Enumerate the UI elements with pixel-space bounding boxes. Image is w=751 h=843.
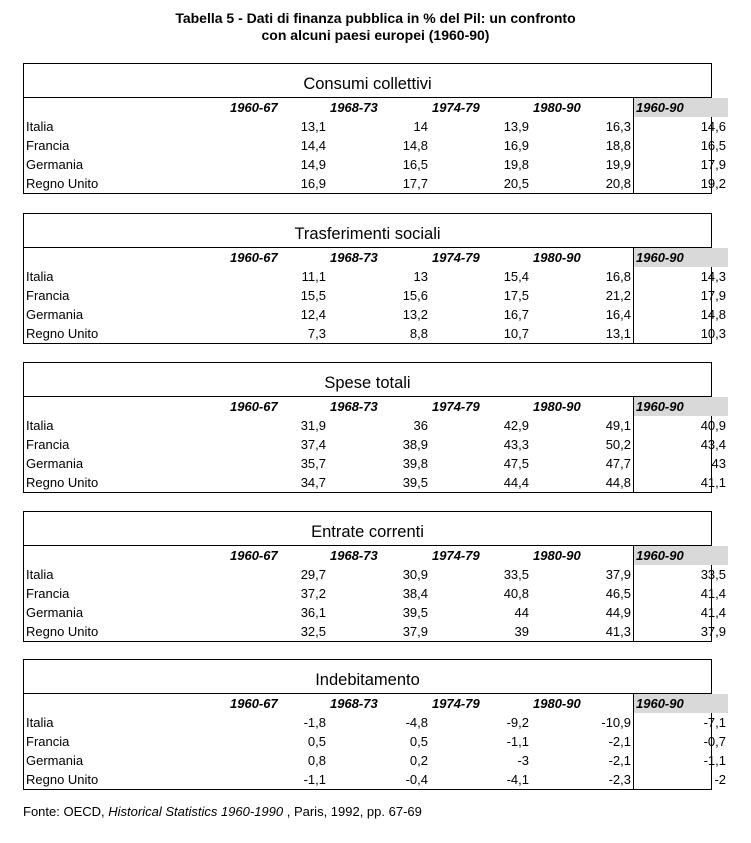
- value-cell: 13,9: [503, 119, 529, 134]
- value-cell: 38,9: [402, 437, 428, 452]
- table-row: [24, 286, 728, 305]
- table-row: [24, 305, 728, 324]
- value-cell: 13,1: [300, 119, 326, 134]
- period-header: 1980-90: [531, 248, 634, 267]
- value-cell: -4,1: [506, 772, 529, 787]
- header-row: [24, 248, 728, 267]
- value-cell: 19,9: [531, 155, 634, 174]
- value-cell: 37,4: [300, 437, 326, 452]
- value-cell: 20,5: [503, 176, 529, 191]
- value-cell: 35,7: [300, 456, 326, 471]
- value-cell: 41,3: [531, 622, 634, 641]
- value-cell: 20,8: [531, 174, 634, 193]
- table-title: Consumi collettivi: [24, 72, 711, 98]
- value-cell: 29,7: [300, 567, 326, 582]
- value-cell: 33,5: [503, 567, 529, 582]
- value-cell: 0,5: [307, 734, 326, 749]
- period-header: 1960-67: [230, 696, 278, 711]
- value-cell: 14,8: [402, 138, 428, 153]
- value-cell: 15,4: [503, 269, 529, 284]
- table-row: [24, 454, 728, 473]
- value-cell: 0,5: [409, 734, 428, 749]
- country-label: Germania: [26, 605, 84, 620]
- table-title: Indebitamento: [24, 668, 711, 694]
- value-cell: 47,5: [503, 456, 529, 471]
- country-label: Francia: [26, 138, 70, 153]
- country-label: Italia: [26, 567, 54, 582]
- value-cell: 7,3: [307, 326, 326, 341]
- value-cell: -2,1: [531, 751, 634, 770]
- value-cell: 10,7: [503, 326, 529, 341]
- table-block: [23, 63, 726, 194]
- value-cell: 50,2: [531, 435, 634, 454]
- table-block: [23, 213, 726, 344]
- value-cell: 16,9: [300, 176, 326, 191]
- table-title: Spese totali: [24, 371, 711, 397]
- period-header: 1960-90: [634, 694, 729, 713]
- value-cell: 16,8: [531, 267, 634, 286]
- value-cell: 18,8: [531, 136, 634, 155]
- period-header: 1960-90: [634, 397, 729, 416]
- value-cell: -1,1: [703, 753, 726, 768]
- country-label: Regno Unito: [26, 176, 99, 191]
- header-row: [24, 694, 728, 713]
- value-cell: 16,7: [503, 307, 529, 322]
- value-cell: 37,9: [531, 565, 634, 584]
- value-cell: -2: [714, 772, 726, 787]
- header-row: [24, 98, 728, 117]
- data-table: [24, 248, 728, 343]
- table-row: [24, 603, 728, 622]
- value-cell: 16,4: [531, 305, 634, 324]
- country-label: Germania: [26, 753, 84, 768]
- value-cell: 0,2: [409, 753, 428, 768]
- source-prefix: Fonte: OECD,: [23, 804, 109, 819]
- value-cell: 13,2: [402, 307, 428, 322]
- value-cell: 16,5: [402, 157, 428, 172]
- table-row: [24, 584, 728, 603]
- value-cell: 8,8: [409, 326, 428, 341]
- value-cell: 41,4: [700, 605, 726, 620]
- value-cell: 43,3: [503, 437, 529, 452]
- value-cell: 17,5: [503, 288, 529, 303]
- data-table: [24, 546, 728, 641]
- value-cell: 13: [413, 269, 428, 284]
- value-cell: 14,6: [700, 119, 726, 134]
- value-cell: 49,1: [531, 416, 634, 435]
- header-row: [24, 397, 728, 416]
- source-note: [23, 804, 422, 819]
- period-header: 1980-90: [531, 694, 634, 713]
- value-cell: 38,4: [402, 586, 428, 601]
- value-cell: -1,8: [303, 715, 326, 730]
- header-blank-cell: [24, 98, 228, 117]
- table-row: [24, 713, 728, 732]
- data-table: [24, 694, 728, 789]
- value-cell: 39,5: [402, 475, 428, 490]
- value-cell: -1,1: [303, 772, 326, 787]
- period-header: 1974-79: [432, 399, 480, 414]
- value-cell: -10,9: [531, 713, 634, 732]
- value-cell: 44,9: [531, 603, 634, 622]
- value-cell: 14: [413, 119, 428, 134]
- caption-line-1: Tabella 5 - Dati di finanza pubblica in % del Pil: un confronto: [175, 10, 576, 26]
- value-cell: 44,4: [503, 475, 529, 490]
- table-row: [24, 136, 728, 155]
- value-cell: 39,8: [402, 456, 428, 471]
- data-table: [24, 397, 728, 492]
- table-row: [24, 622, 728, 641]
- table-title: Entrate correnti: [24, 520, 711, 546]
- country-label: Italia: [26, 418, 54, 433]
- value-cell: -4,8: [405, 715, 428, 730]
- value-cell: -0,7: [703, 734, 726, 749]
- value-cell: 0,8: [307, 753, 326, 768]
- value-cell: 36,1: [300, 605, 326, 620]
- value-cell: -1,1: [506, 734, 529, 749]
- value-cell: -3: [517, 753, 529, 768]
- period-header: 1960-67: [230, 548, 278, 563]
- period-header: 1960-90: [634, 248, 729, 267]
- value-cell: 15,5: [300, 288, 326, 303]
- header-row: [24, 546, 728, 565]
- period-header: 1974-79: [432, 250, 480, 265]
- value-cell: 39: [514, 624, 529, 639]
- source-suffix: , Paris, 1992, pp. 67-69: [283, 804, 422, 819]
- table-row: [24, 473, 728, 492]
- header-blank-cell: [24, 397, 228, 416]
- table-row: [24, 435, 728, 454]
- value-cell: 17,9: [700, 288, 726, 303]
- table-row: [24, 732, 728, 751]
- country-label: Regno Unito: [26, 772, 99, 787]
- period-header: 1960-67: [230, 250, 278, 265]
- table-row: [24, 416, 728, 435]
- value-cell: 33,5: [700, 567, 726, 582]
- value-cell: 34,7: [300, 475, 326, 490]
- value-cell: -2,3: [531, 770, 634, 789]
- table-block: [23, 659, 726, 790]
- table-row: [24, 324, 728, 343]
- value-cell: 44: [514, 605, 529, 620]
- value-cell: 15,6: [402, 288, 428, 303]
- value-cell: 21,2: [531, 286, 634, 305]
- value-cell: 10,3: [700, 326, 726, 341]
- period-header: 1980-90: [531, 98, 634, 117]
- table-row: [24, 155, 728, 174]
- value-cell: 31,9: [300, 418, 326, 433]
- value-cell: 16,9: [503, 138, 529, 153]
- value-cell: -0,4: [405, 772, 428, 787]
- value-cell: 14,8: [700, 307, 726, 322]
- period-header: 1968-73: [330, 100, 378, 115]
- period-header: 1960-67: [230, 399, 278, 414]
- table-row: [24, 117, 728, 136]
- country-label: Regno Unito: [26, 326, 99, 341]
- country-label: Italia: [26, 715, 54, 730]
- country-label: Italia: [26, 119, 54, 134]
- table-caption: [0, 10, 751, 44]
- value-cell: 14,9: [300, 157, 326, 172]
- value-cell: 16,3: [531, 117, 634, 136]
- country-label: Germania: [26, 307, 84, 322]
- header-blank-cell: [24, 694, 228, 713]
- country-label: Francia: [26, 586, 70, 601]
- country-label: Germania: [26, 456, 84, 471]
- value-cell: 19,2: [700, 176, 726, 191]
- value-cell: -9,2: [506, 715, 529, 730]
- value-cell: 40,9: [700, 418, 726, 433]
- country-label: Germania: [26, 157, 84, 172]
- period-header: 1974-79: [432, 100, 480, 115]
- value-cell: 19,8: [503, 157, 529, 172]
- table-row: [24, 565, 728, 584]
- country-label: Regno Unito: [26, 475, 99, 490]
- header-blank-cell: [24, 248, 228, 267]
- period-header: 1960-90: [634, 98, 729, 117]
- value-cell: 44,8: [531, 473, 634, 492]
- value-cell: 16,5: [700, 138, 726, 153]
- country-label: Regno Unito: [26, 624, 99, 639]
- period-header: 1968-73: [330, 548, 378, 563]
- value-cell: 43: [711, 456, 726, 471]
- value-cell: 40,8: [503, 586, 529, 601]
- value-cell: -2,1: [531, 732, 634, 751]
- value-cell: 43,4: [700, 437, 726, 452]
- value-cell: 17,7: [402, 176, 428, 191]
- period-header: 1960-67: [230, 100, 278, 115]
- value-cell: 41,4: [700, 586, 726, 601]
- value-cell: 41,1: [700, 475, 726, 490]
- value-cell: 11,1: [301, 269, 326, 284]
- period-header: 1980-90: [531, 397, 634, 416]
- value-cell: 37,9: [402, 624, 428, 639]
- country-label: Francia: [26, 288, 70, 303]
- value-cell: 13,1: [531, 324, 634, 343]
- period-header: 1974-79: [432, 696, 480, 711]
- value-cell: 12,4: [300, 307, 326, 322]
- period-header: 1968-73: [330, 250, 378, 265]
- country-label: Italia: [26, 269, 54, 284]
- value-cell: 14,3: [700, 269, 726, 284]
- period-header: 1960-90: [634, 546, 729, 565]
- table-row: [24, 174, 728, 193]
- value-cell: 14,4: [300, 138, 326, 153]
- period-header: 1980-90: [531, 546, 634, 565]
- value-cell: 42,9: [503, 418, 529, 433]
- table-block: [23, 511, 726, 642]
- value-cell: 39,5: [402, 605, 428, 620]
- country-label: Francia: [26, 734, 70, 749]
- source-title: Historical Statistics 1960-1990: [108, 804, 284, 819]
- table-title: Trasferimenti sociali: [24, 222, 711, 248]
- country-label: Francia: [26, 437, 70, 452]
- period-header: 1968-73: [330, 696, 378, 711]
- table-row: [24, 770, 728, 789]
- value-cell: 47,7: [531, 454, 634, 473]
- value-cell: 37,2: [300, 586, 326, 601]
- value-cell: -7,1: [703, 715, 726, 730]
- data-table: [24, 98, 728, 193]
- table-row: [24, 751, 728, 770]
- value-cell: 46,5: [531, 584, 634, 603]
- value-cell: 37,9: [700, 624, 726, 639]
- header-blank-cell: [24, 546, 228, 565]
- caption-line-2: con alcuni paesi europei (1960-90): [261, 27, 490, 43]
- value-cell: 36: [413, 418, 428, 433]
- table-block: [23, 362, 726, 493]
- period-header: 1968-73: [330, 399, 378, 414]
- value-cell: 32,5: [300, 624, 326, 639]
- table-row: [24, 267, 728, 286]
- period-header: 1974-79: [432, 548, 480, 563]
- value-cell: 17,9: [700, 157, 726, 172]
- value-cell: 30,9: [402, 567, 428, 582]
